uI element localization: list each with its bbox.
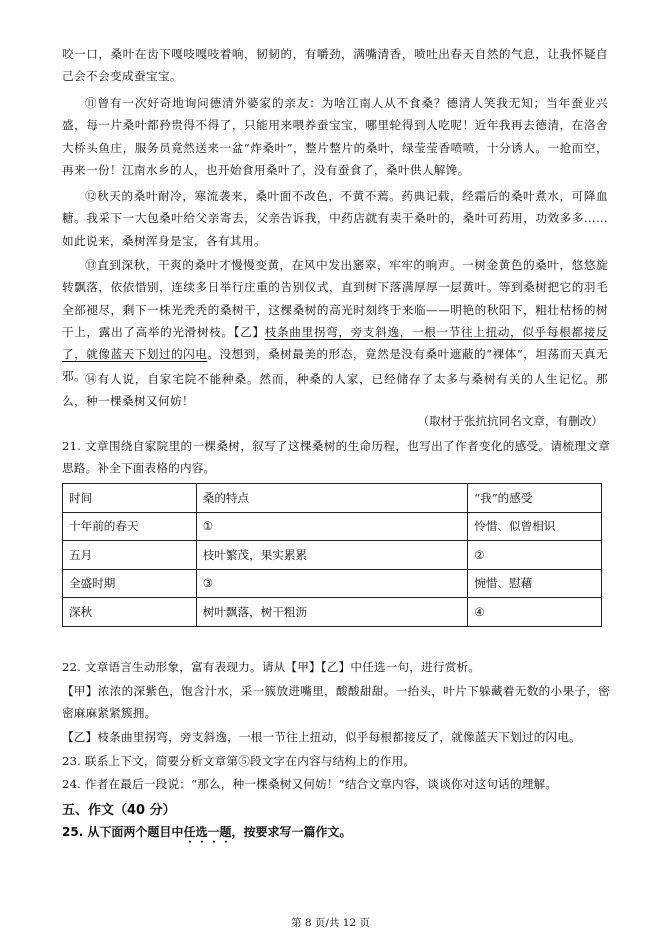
question-25 bbox=[62, 823, 351, 846]
p13-text-a: ⑬直到深秋，干爽的桑叶才慢慢变黄，在风中发出窸窣，牢牢的响声。一树金黄色的桑叶，悠悠旋转飘落，依依惜别，连续多日举行庄重的告别仪式，直到树下落满厚厚一层黄叶。等到桑树把它的羽毛全部褪尽，剩下一株光秃秃的桑树干，这棵桑树的高光时刻终于来临——明艳的秋阳下，粗壮枯杨的树干上，露出了高举的光滑树枝。【乙】 bbox=[62, 258, 608, 339]
table-cell-blank: ③ bbox=[196, 569, 467, 598]
table-cell-blank: ② bbox=[468, 541, 602, 570]
table-cell: 怜惜、似曾相识 bbox=[468, 512, 602, 541]
question-22: 22. 文章语言生动形象，富有表现力。请从【甲】【乙】中任选一句，进行赏析。 bbox=[62, 660, 481, 674]
table-cell-blank: ④ bbox=[468, 598, 602, 627]
table-cell: 全盛时期 bbox=[63, 569, 197, 598]
table-row bbox=[63, 541, 602, 570]
table-row bbox=[63, 569, 602, 598]
table-cell: 惋惜、慰藉 bbox=[468, 569, 602, 598]
table-header-row bbox=[63, 484, 602, 513]
question-22-jia: 【甲】浓浓的深紫色，饱含汁水，采一簇放进嘴里，酸酸甜甜。一抬头，叶片下躲藏着无数的小果子，密密麻麻紧紧簇拥。 bbox=[62, 684, 610, 721]
table-header-cell: 时间 bbox=[63, 484, 197, 513]
passage-paragraph-intro: 咬一口，桑叶在齿下嘎吱嘎吱着响，韧韧的，有嚼劲，满嘴清香，喷吐出春天自然的气息，让我怀疑自己会不会变成蚕宝宝。 bbox=[62, 47, 608, 84]
table-cell: 树叶飘落，树干粗沥 bbox=[196, 598, 467, 627]
q21-table bbox=[62, 483, 602, 627]
passage-paragraph-14: ⑭有人说，自家宅院不能种桑。然而，种桑的人家，已经储存了太多与桑树有关的人生记忆。那么，种一棵桑树又何妨！ bbox=[62, 372, 608, 409]
p13-text-b: 。没想到，桑树最美的形态，竟然是没有桑叶遮蔽的“裸体”，坦荡而天真无邪。 bbox=[62, 347, 608, 384]
passage-paragraph-11: ⑪曾有一次好奇地询问德清外婆家的亲友：为啥江南人从不食桑？德清人笑我无知；当年蚕业兴盛，每一片桑叶都矜贵得不得了，只能用来喂养蚕宝宝，哪里轮得到人吃呢！近年我再去德清，在洛舍大桥头鱼庄，服务员竟然送来一盆“炸桑叶”，整片整片的桑叶，绿莹莹香喷喷，十分诱人。一抢而空，再来一份！江南水乡的人，也开始食用桑叶了，没有蚕食了，桑叶供人解馋。 bbox=[62, 96, 608, 177]
q25-suffix: ，按要求写一篇作文。 bbox=[231, 825, 352, 839]
question-21: 21. 文章围绕自家院里的一棵桑树，叙写了这棵桑树的生命历程，也写出了作者变化的感受。请梳理文章思路。补全下面表格的内容。 bbox=[62, 439, 610, 476]
table-cell: 深秋 bbox=[63, 598, 197, 627]
question-24: 24. 作者在最后一段说：“那么，种一棵桑树又何妨！”结合文章内容，谈谈你对这句话的理解。 bbox=[62, 777, 558, 791]
question-23: 23. 联系上下文，简要分析文章第⑤段文字在内容与结构上的作用。 bbox=[62, 754, 416, 768]
table-cell: 五月 bbox=[63, 541, 197, 570]
table-row bbox=[63, 512, 602, 541]
table-cell: 十年前的春天 bbox=[63, 512, 197, 541]
question-22-yi: 【乙】枝条曲里拐弯，旁支斜逸，一根一节往上扭动，似乎每根都接反了，就像蓝天下划过的闪电。 bbox=[62, 730, 581, 744]
q25-emphasis: 任选一题 bbox=[183, 825, 232, 839]
table-header-cell: “我”的感受 bbox=[468, 484, 602, 513]
q25-prefix: 25. 从下面两个题目中 bbox=[62, 825, 184, 839]
table-header-cell: 桑的特点 bbox=[196, 484, 467, 513]
section-title-composition: 五、作文（40 分） bbox=[62, 803, 176, 818]
table-cell-blank: ① bbox=[196, 512, 467, 541]
page-footer: 第 8 页/共 12 页 bbox=[291, 917, 370, 929]
table-row bbox=[63, 598, 602, 627]
passage-source: （取材于张抗抗同名文章，有删改） bbox=[417, 414, 603, 428]
passage-paragraph-12: ⑫秋天的桑叶耐冷，寒流袭来，桑叶面不改色，不黄不蔫。药典记载，经霜后的桑叶煮水，可降血糖。我采下一大包桑叶给父亲寄去，父亲告诉我，中药店就有卖干桑叶的，桑叶可药用，功效多多……如此说来，桑树浑身是宝，各有其用。 bbox=[62, 189, 608, 248]
p13-underlined-sentence: 枝条曲里拐弯，旁支斜逸，一根一节往上扭动，似乎每根都接反了，就像蓝天下划过的闪电 bbox=[62, 324, 608, 362]
table-cell: 枝叶繁茂，果实累累 bbox=[196, 541, 467, 570]
